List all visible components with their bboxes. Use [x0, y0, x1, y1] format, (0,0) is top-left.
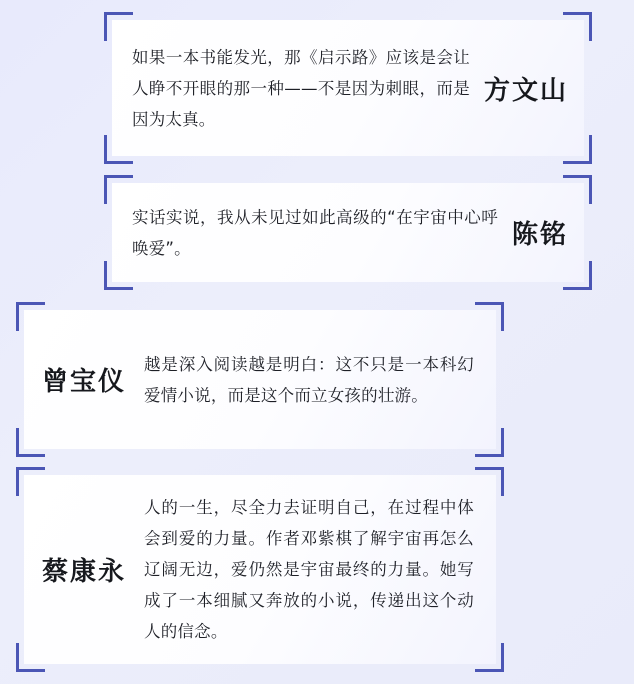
quote-author-name: 蔡康永: [42, 557, 127, 587]
quote-text: 如果一本书能发光，那《启示路》应该是会让人睁不开眼的那一种——不是因为刺眼，而是因为太真。: [132, 47, 470, 129]
quote-card-inner: [112, 183, 584, 282]
quote-card-0: [104, 12, 592, 164]
quote-text: 越是深入阅读越是明白：这不只是一本科幻爱情小说，而是这个而立女孩的壮游。: [144, 354, 474, 405]
quote-text: 实话实说，我从未见过如此高级的“在宇宙中心呼唤爱”。: [132, 207, 498, 258]
quote-card-inner: [112, 20, 584, 156]
quote-card-3: [16, 467, 504, 672]
quote-card-inner: [24, 310, 496, 449]
quote-card-1: [104, 175, 592, 290]
quote-author-name: 陈铭: [511, 220, 568, 250]
quote-card-2: [16, 302, 504, 457]
quote-card-inner: [24, 475, 496, 664]
quote-author-name: 方文山: [483, 75, 568, 106]
quote-author-name: 曾宝仪: [42, 367, 127, 397]
quote-text: 人的一生，尽全力去证明自己，在过程中体会到爱的力量。作者邓紫棋了解宇宙再怎么辽阔无边，爱仍然是宇宙最终的力量。她写成了一本细腻又奔放的小说，传递出这个动人的信念。: [144, 498, 474, 641]
